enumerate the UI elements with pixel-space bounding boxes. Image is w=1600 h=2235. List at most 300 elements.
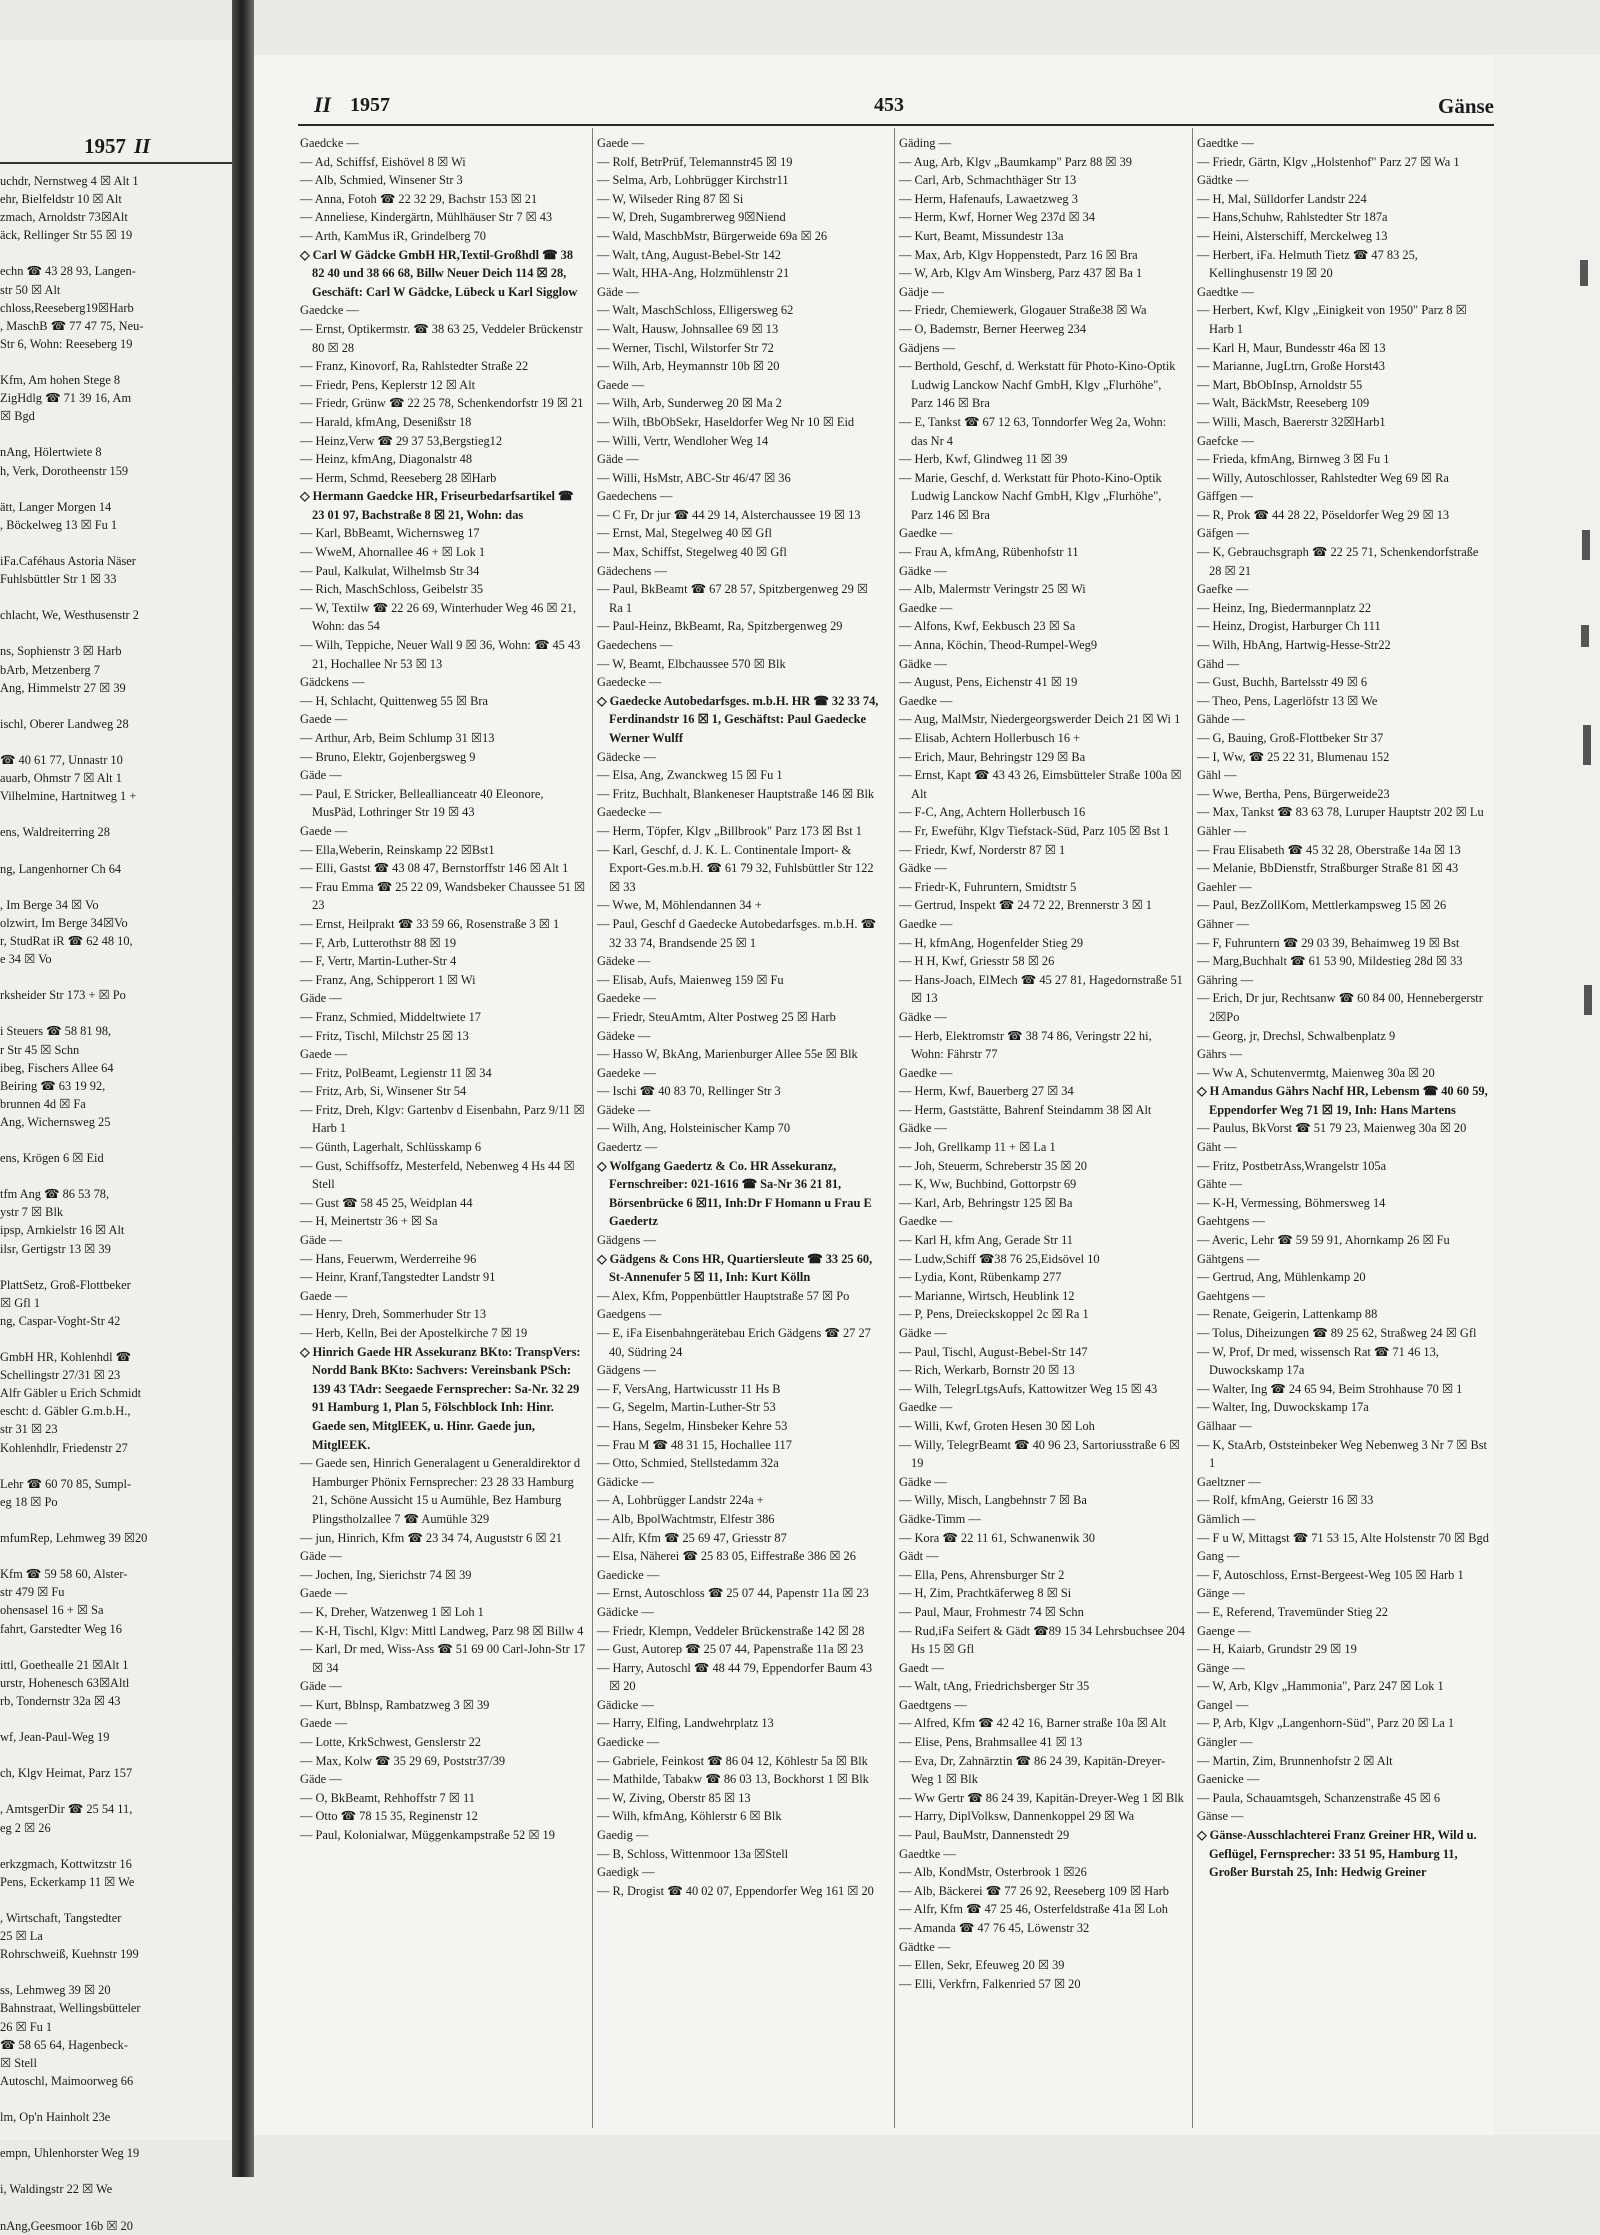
directory-entry: — Elli, Gastst ☎ 43 08 47, Bernstorffstr 146 ☒ Alt 1 xyxy=(300,861,569,876)
directory-entry: — Karl, Dr med, Wiss-Ass ☎ 51 69 00 Carl-John-Str 17 ☒ 34 xyxy=(300,1642,586,1675)
directory-entry: — Elsa, Ang, Zwanckweg 15 ☒ Fu 1 xyxy=(597,768,783,783)
directory-entry: — H, Schlacht, Quittenweg 55 ☒ Bra xyxy=(300,693,488,708)
directory-entry: — Willi, Masch, Baererstr 32☒Harb1 xyxy=(1197,414,1386,429)
column-3 xyxy=(899,134,1185,1993)
left-fragment-line: , MaschB ☎ 77 47 75, Neu- xyxy=(0,318,144,333)
directory-entry: — Paul, Tischl, August-Bebel-Str 147 xyxy=(899,1344,1088,1359)
surname-heading: Gaedke — xyxy=(899,1065,953,1080)
left-fragment-line xyxy=(0,1710,232,1728)
surname-heading: Gädt — xyxy=(899,1549,939,1564)
surname-heading: Gäffgen — xyxy=(1197,489,1253,504)
directory-entry: — O, Bademstr, Berner Heerweg 234 xyxy=(899,321,1087,336)
left-fragment-line: ☒ Stell xyxy=(0,2055,37,2070)
left-fragment-line: Str 6, Wohn: Reeseberg 19 xyxy=(0,336,133,351)
directory-entry: — Rich, Werkarb, Bornstr 20 ☒ 13 xyxy=(899,1363,1075,1378)
surname-heading: Gaedtke — xyxy=(899,1846,956,1861)
directory-entry: — Herb, Elektromstr ☎ 38 74 86, Veringstr 22 hi, Wohn: Fährstr 77 xyxy=(899,1028,1152,1062)
left-fragment-line xyxy=(0,1547,232,1565)
directory-entry: — Heini, Alsterschiff, Merckelweg 13 xyxy=(1197,228,1388,243)
directory-entry: — H, kfmAng, Hogenfelder Stieg 29 xyxy=(899,935,1084,950)
left-fragment-line: ohensasel 16 + ☒ Sa xyxy=(0,1603,104,1618)
surname-heading: Gaefcke — xyxy=(1197,433,1254,448)
surname-heading: Gähner — xyxy=(1197,916,1249,931)
left-fragment-line: e 34 ☒ Vo xyxy=(0,952,52,967)
column-divider xyxy=(894,128,895,2128)
left-fragment-line: Fuhlsbüttler Str 1 ☒ 33 xyxy=(0,572,117,587)
directory-entry: — Hans,Schuhw, Rahlstedter Str 187a xyxy=(1197,210,1388,225)
directory-entry: — Tolus, Diheizungen ☎ 89 25 62, Straßweg 24 ☒ Gfl xyxy=(1197,1326,1477,1340)
directory-entry: — W, Ziving, Oberstr 85 ☒ 13 xyxy=(597,1790,751,1805)
directory-entry: — K-H, Tischl, Klgv: Mittl Landweg, Parz 98 ☒ Billw 4 xyxy=(300,1623,584,1638)
left-fragment-line: r, StudRat iR ☎ 62 48 10, xyxy=(0,933,133,948)
directory-entry: — Harry, DiplVolksw, Dannenkoppel 29 ☒ Wa xyxy=(899,1809,1135,1824)
left-fragment-line xyxy=(0,624,232,642)
directory-entry: — Herm, Hafenaufs, Lawaetzweg 3 xyxy=(899,191,1078,206)
directory-entry: — Walt, HHA-Ang, Holzmühlenstr 21 xyxy=(597,266,790,281)
left-fragment-line: Kohlenhdlr, Friedenstr 27 xyxy=(0,1440,128,1455)
directory-entry: ◇ Hermann Gaedcke HR, Friseurbedarfsartikel ☎ 23 01 97, Bachstraße 8 ☒ 21, Wohn: das xyxy=(300,489,574,522)
left-fragment-line: ☎ 40 61 77, Unnastr 10 xyxy=(0,753,123,767)
left-fragment-line: i, Waldingstr 22 ☒ We xyxy=(0,2182,113,2197)
directory-entry: — Fr, Eweführ, Klgv Tiefstack-Süd, Parz 105 ☒ Bst 1 xyxy=(899,823,1170,838)
directory-entry: — Hans, Feuerwm, Werderreihe 96 xyxy=(300,1251,477,1266)
surname-heading: Gädgens — xyxy=(597,1233,656,1248)
surname-heading: Gaenge — xyxy=(1197,1623,1251,1638)
left-fragment-line xyxy=(0,2199,232,2217)
directory-entry: — Max, Arb, Klgv Hoppenstedt, Parz 16 ☒ Bra xyxy=(899,247,1138,262)
directory-entry: — Gabriele, Feinkost ☎ 86 04 12, Köhlestr 5a ☒ Blk xyxy=(597,1753,868,1768)
left-fragment-line: echn ☎ 43 28 93, Langen- xyxy=(0,264,136,279)
surname-heading: Gämlich — xyxy=(1197,1511,1256,1526)
column-divider xyxy=(592,128,593,2128)
directory-entry: — Fritz, Arb, Si, Winsener Str 54 xyxy=(300,1084,467,1099)
directory-entry: ◇ Gädgens & Cons HR, Quartiersleute ☎ 33 25 60, St-Annenufer 5 ☒ 11, Inh: Kurt Kölln xyxy=(597,1251,873,1285)
left-fragment-line xyxy=(0,2090,232,2108)
directory-entry: — Willi, Vertr, Wendloher Weg 14 xyxy=(597,433,769,448)
directory-entry: — Anneliese, Kindergärtn, Mühlhäuser Str 7 ☒ 43 xyxy=(300,210,553,225)
directory-entry: — Werner, Tischl, Wilstorfer Str 72 xyxy=(597,340,774,355)
directory-entry: — Max, Schiffst, Stegelweg 40 ☒ Gfl xyxy=(597,545,787,560)
surname-heading: Gädke — xyxy=(899,1326,947,1340)
left-fragment-line: uchdr, Nernstweg 4 ☒ Alt 1 xyxy=(0,174,139,188)
directory-entry: — Melanie, BbDienstfr, Straßburger Straße 81 ☒ 43 xyxy=(1197,861,1459,876)
directory-entry: — Erich, Maur, Behringstr 129 ☒ Ba xyxy=(899,749,1086,764)
left-fragment-line: str 31 ☒ 23 xyxy=(0,1422,58,1437)
surname-heading: Gaedig — xyxy=(597,1828,649,1843)
left-fragment-line xyxy=(0,588,232,606)
left-fragment-line: escht: d. Gäbler G.m.b.H., xyxy=(0,1404,131,1419)
surname-heading: Gäde — xyxy=(597,452,639,467)
edge-mark xyxy=(1583,725,1591,765)
left-fragment-line: nAng, Hölertwiete 8 xyxy=(0,445,102,460)
left-fragment-line: Ang, Wichernsweg 25 xyxy=(0,1114,111,1129)
left-fragment-line: ehr, Bielfeldstr 10 ☒ Alt xyxy=(0,192,122,207)
surname-heading: Gaede — xyxy=(597,136,645,150)
edge-mark xyxy=(1580,260,1588,286)
directory-entry: — Herbert, iFa. Helmuth Tietz ☎ 47 83 25, Kellinghusenstr 19 ☒ 20 xyxy=(1197,247,1418,281)
left-fragment-line: , AmtsgerDir ☎ 25 54 11, xyxy=(0,1802,133,1817)
left-fragment-line: ss, Lehmweg 39 ☒ 20 xyxy=(0,1983,111,1998)
left-fragment-line: , Wirtschaft, Tangstedter xyxy=(0,1911,122,1925)
directory-entry: — Walt, MaschSchloss, Elligersweg 62 xyxy=(597,303,794,318)
left-header-rule xyxy=(0,162,232,164)
directory-entry: — Aug, Arb, Klgv „Baumkamp" Parz 88 ☒ 39 xyxy=(899,154,1132,169)
directory-entry: — P, Pens, Dreieckskoppel 2c ☒ Ra 1 xyxy=(899,1307,1089,1322)
directory-entry: — Frau Emma ☎ 25 22 09, Wandsbeker Chaussee 51 ☒ 23 xyxy=(300,879,586,913)
left-fragment-line: GmbH HR, Kohlenhdl ☎ xyxy=(0,1350,132,1365)
directory-entry: — Paula, Schauamtsgeh, Schanzenstraße 45 ☒ 6 xyxy=(1197,1790,1441,1805)
surname-heading: Gaede — xyxy=(300,1586,348,1601)
directory-entry: — Heinz,Verw ☎ 29 37 53,Bergstieg12 xyxy=(300,433,503,448)
left-fragment-line: ng, Caspar-Voght-Str 42 xyxy=(0,1313,121,1328)
left-fragment-line: 26 ☒ Fu 1 xyxy=(0,2019,53,2034)
directory-entry: — Herm, Schmd, Reeseberg 28 ☒Harb xyxy=(300,470,497,485)
directory-entry: — Walt, tAng, Friedrichsberger Str 35 xyxy=(899,1679,1090,1694)
directory-entry: — Alb, Schmied, Winsener Str 3 xyxy=(300,173,463,188)
left-fragment-line: ittl, Goethealle 21 ☒Alt 1 xyxy=(0,1657,129,1672)
directory-entry: — August, Pens, Eichenstr 41 ☒ 19 xyxy=(899,675,1078,690)
directory-entry: — Hans, Segelm, Hinsbeker Kehre 53 xyxy=(597,1418,788,1433)
directory-entry: — Marg,Buchhalt ☎ 61 53 90, Mildestieg 28d ☒ 33 xyxy=(1197,954,1463,969)
directory-entry: — Fritz, Dreh, Klgv: Gartenbv d Eisenbahn, Parz 9/11 ☒ Harb 1 xyxy=(300,1102,585,1136)
surname-heading: Gädke — xyxy=(899,861,947,876)
directory-entry: — Gust, Buchh, Bartelsstr 49 ☒ 6 xyxy=(1197,675,1368,690)
directory-entry: ◇ Wolfgang Gaedertz & Co. HR Assekuranz, Fernschreiber: 021-1616 ☎ Sa-Nr 36 21 81, Börsenbrücke 6 ☒11, Inh:Dr F Homann u Frau E Gaedertz xyxy=(597,1158,872,1229)
surname-heading: Gädicke — xyxy=(597,1697,654,1712)
directory-entry: — Gertrud, Ang, Mühlenkamp 20 xyxy=(1197,1270,1366,1285)
surname-heading: Gaedke — xyxy=(899,1400,953,1415)
left-fragment-line: ens, Krögen 6 ☒ Eid xyxy=(0,1151,104,1166)
directory-entry: — Fritz, Buchhalt, Blankeneser Hauptstraße 146 ☒ Blk xyxy=(597,786,875,801)
surname-heading: Gaede — xyxy=(300,1047,348,1062)
column-1 xyxy=(300,134,586,1845)
surname-heading: Gähte — xyxy=(1197,1177,1243,1192)
left-fragment-line xyxy=(0,244,232,262)
directory-entry: — W, Textilw ☎ 22 26 69, Winterhuder Weg 46 ☒ 21, Wohn: das 54 xyxy=(300,600,577,634)
left-fragment-line: bArb, Metzenberg 7 xyxy=(0,662,100,677)
directory-entry: — Paul, BkBeamt ☎ 67 28 57, Spitzbergenweg 29 ☒ Ra 1 xyxy=(597,582,869,615)
left-fragment-line: ipsp, Arnkielstr 16 ☒ Alt xyxy=(0,1223,125,1238)
left-fragment-line: wf, Jean-Paul-Weg 19 xyxy=(0,1730,110,1745)
surname-heading: Gaede — xyxy=(300,823,348,838)
left-fragment-line: ilsr, Gertigstr 13 ☒ 39 xyxy=(0,1241,111,1256)
directory-entry: — Wald, MaschbMstr, Bürgerweide 69a ☒ 26 xyxy=(597,228,828,243)
left-fragment-line xyxy=(0,2162,232,2180)
surname-heading: Gäht — xyxy=(1197,1140,1237,1155)
directory-entry: — Aug, MalMstr, Niedergeorgswerder Deich 21 ☒ Wi 1 xyxy=(899,712,1181,727)
directory-entry: — Theo, Pens, Lagerlöfstr 13 ☒ We xyxy=(1197,693,1378,708)
directory-entry: — K, Ww, Buchbind, Gottorpstr 69 xyxy=(899,1177,1077,1192)
directory-entry: — Elsa, Näherei ☎ 25 83 05, Eiffestraße 386 ☒ 26 xyxy=(597,1549,856,1564)
directory-entry: — K, Dreher, Watzenweg 1 ☒ Loh 1 xyxy=(300,1604,484,1619)
left-fragment-line xyxy=(0,841,232,859)
left-fragment-line: Kfm, Am hohen Stege 8 xyxy=(0,373,121,388)
directory-entry: — Fritz, PolBeamt, Legienstr 11 ☒ 34 xyxy=(300,1065,492,1080)
directory-entry: — Frau M ☎ 48 31 15, Hochallee 117 xyxy=(597,1437,792,1452)
directory-entry: — Alfons, Kwf, Eekbusch 23 ☒ Sa xyxy=(899,619,1076,634)
left-fragment-line: ns, Sophienstr 3 ☒ Harb xyxy=(0,644,122,659)
left-fragment-line xyxy=(0,1891,232,1909)
surname-heading: Gaedicke — xyxy=(597,1735,660,1750)
directory-entry: — Friedr, SteuAmtm, Alter Postweg 25 ☒ Harb xyxy=(597,1009,836,1024)
directory-entry: — Marie, Geschf, d. Werkstatt für Photo-Kino-Optik Ludwig Lanckow Nachf GmbH, Klgv „Flurhöhe", Parz 146 ☒ Bra xyxy=(899,470,1162,522)
directory-entry: — F, Vertr, Martin-Luther-Str 4 xyxy=(300,954,457,969)
directory-entry: — Wilh, Ang, Holsteinischer Kamp 70 xyxy=(597,1121,791,1136)
directory-entry: — Frieda, kfmAng, Birnweg 3 ☒ Fu 1 xyxy=(1197,452,1390,467)
edge-mark xyxy=(1581,625,1589,647)
surname-heading: Gaeltzner — xyxy=(1197,1474,1261,1489)
left-fragment-line: ☒ Gfl 1 xyxy=(0,1295,41,1310)
directory-entry: — Rolf, BetrPrüf, Telemannstr45 ☒ 19 xyxy=(597,154,793,169)
left-fragment-line xyxy=(0,878,232,896)
surname-heading: Gälhaar — xyxy=(1197,1418,1252,1433)
left-fragment-line: empn, Uhlenhorster Weg 19 xyxy=(0,2146,140,2161)
directory-entry: — Franz, Schmied, Middeltwiete 17 xyxy=(300,1009,482,1024)
left-fragment-line xyxy=(0,1638,232,1656)
left-fragment-line xyxy=(0,805,232,823)
directory-entry: — Bruno, Elektr, Gojenbergsweg 9 xyxy=(300,749,476,764)
surname-heading: Gaedtke — xyxy=(1197,284,1254,299)
surname-heading: Gangel — xyxy=(1197,1697,1249,1712)
surname-heading: Gaehtgens — xyxy=(1197,1288,1265,1303)
directory-entry: — Alfred, Kfm ☎ 42 42 16, Barner straße 10a ☒ Alt xyxy=(899,1716,1167,1731)
left-fragment-line xyxy=(0,1131,232,1149)
surname-heading: Gaedtgens — xyxy=(899,1697,967,1712)
surname-heading: Gaede — xyxy=(597,377,645,392)
left-fragment-line: Vilhelmine, Hartnitweg 1 + xyxy=(0,789,137,804)
surname-heading: Gädke — xyxy=(899,1009,947,1024)
left-fragment-line: tfm Ang ☎ 86 53 78, xyxy=(0,1187,110,1202)
directory-entry: — Marianne, JugLtrn, Große Horst43 xyxy=(1197,359,1385,374)
directory-entry: — Paul, BezZollKom, Mettlerkampsweg 15 ☒ 26 xyxy=(1197,898,1447,913)
directory-entry: — Rolf, kfmAng, Geierstr 16 ☒ 33 xyxy=(1197,1493,1374,1508)
directory-entry: — Rud,iFa Seifert & Gädt ☎89 15 34 Lehrsbuchsee 204 Hs 15 ☒ Gfl xyxy=(899,1623,1185,1657)
surname-heading: Gäde — xyxy=(300,1233,342,1248)
left-fragment-line: auarb, Ohmstr 7 ☒ Alt 1 xyxy=(0,771,122,786)
directory-entry: — P, Arb, Klgv „Langenhorn-Süd", Parz 20 ☒ La 1 xyxy=(1197,1716,1455,1731)
directory-entry: — Alb, BpolWachtmstr, Elfestr 386 xyxy=(597,1511,775,1526)
directory-entry: — Paul, E Stricker, Belleallianceatr 40 Eleonore, MusPäd, Lothringer Str 19 ☒ 43 xyxy=(300,786,544,820)
directory-entry: — Wilh, Arb, Sunderweg 20 ☒ Ma 2 xyxy=(597,396,782,411)
directory-entry: — Friedr, Kwf, Norderstr 87 ☒ 1 xyxy=(899,842,1066,857)
directory-entry: — Elise, Pens, Brahmsallee 41 ☒ 13 xyxy=(899,1735,1083,1750)
directory-entry: — Amanda ☎ 47 76 45, Löwenstr 32 xyxy=(899,1921,1090,1935)
surname-heading: Gaede — xyxy=(300,712,348,727)
surname-heading: Gaedicke — xyxy=(597,1567,660,1582)
surname-heading: Gädeke — xyxy=(597,1102,651,1117)
surname-heading: Gädgens — xyxy=(597,1363,656,1378)
surname-heading: Gädecke — xyxy=(597,749,656,764)
directory-entry: — H, Mal, Sülldorfer Landstr 224 xyxy=(1197,191,1367,206)
surname-heading: Gädtke — xyxy=(1197,173,1249,188)
directory-entry: — Renate, Geigerin, Lattenkamp 88 xyxy=(1197,1307,1378,1322)
directory-entry: — Ella,Weberin, Reinskamp 22 ☒Bst1 xyxy=(300,842,495,857)
surname-heading: Gaenicke — xyxy=(1197,1772,1260,1787)
directory-entry: — E, Tankst ☎ 67 12 63, Tonndorfer Weg 2a, Wohn: das Nr 4 xyxy=(899,414,1167,448)
directory-entry: — Ww Gertr ☎ 86 24 39, Kapitän-Dreyer-Weg 1 ☒ Blk xyxy=(899,1790,1184,1805)
left-fragment-line: Ang, Himmelstr 27 ☒ 39 xyxy=(0,680,126,695)
surname-heading: Gähde — xyxy=(1197,712,1245,727)
surname-heading: Gaedke — xyxy=(899,1214,953,1229)
directory-entry: — Herm, Kwf, Bauerberg 27 ☒ 34 xyxy=(899,1084,1074,1099)
directory-entry: — Otto ☎ 78 15 35, Reginenstr 12 xyxy=(300,1809,478,1824)
directory-entry: — Joh, Grellkamp 11 + ☒ La 1 xyxy=(899,1140,1056,1155)
left-fragment-line: h, Verk, Dorotheenstr 159 xyxy=(0,463,129,478)
directory-entry: — B, Schloss, Wittenmoor 13a ☒Stell xyxy=(597,1846,789,1861)
directory-entry: — Hans-Joach, ElMech ☎ 45 27 81, Hagedornstraße 51 ☒ 13 xyxy=(899,972,1183,1006)
surname-heading: Gaedechens — xyxy=(597,638,673,653)
directory-entry: — Wwe, Bertha, Pens, Bürgerweide23 xyxy=(1197,786,1390,801)
directory-entry: — W, Dreh, Sugambrerweg 9☒Niend xyxy=(597,210,786,225)
surname-heading: Gaedcke — xyxy=(300,136,359,150)
page-header xyxy=(254,92,1494,122)
directory-entry: — Wilh, TelegrLtgsAufs, Kattowitzer Weg 15 ☒ 43 xyxy=(899,1381,1158,1396)
surname-heading: Gädicke — xyxy=(597,1604,654,1619)
left-fragment-line: Bahnstraat, Wellingsbütteler xyxy=(0,2001,141,2016)
left-page-fragment xyxy=(0,40,233,2233)
column-4 xyxy=(1197,134,1493,1882)
directory-entry: — Alb, Bäckerei ☎ 77 26 92, Reeseberg 109 ☒ Harb xyxy=(899,1883,1169,1898)
surname-heading: Gaedertz — xyxy=(597,1140,658,1155)
directory-entry: — Walt, Hausw, Johnsallee 69 ☒ 13 xyxy=(597,321,779,336)
surname-heading: Gänge — xyxy=(1197,1660,1245,1675)
directory-entry: — W, Arb, Klgv „Hammonia", Parz 247 ☒ Lok 1 xyxy=(1197,1679,1444,1694)
directory-entry: — Harald, kfmAng, Desenißstr 18 xyxy=(300,414,472,429)
surname-heading: Gaedgens — xyxy=(597,1307,662,1322)
left-fragment-line: i Steuers ☎ 58 81 98, xyxy=(0,1024,112,1039)
directory-entry: ◇ H Amandus Gährs Nachf HR, Lebensm ☎ 40 60 59, Eppendorfer Weg 71 ☒ 19, Inh: Hans Martens xyxy=(1197,1084,1488,1117)
directory-entry: — Heinr, Kranf,Tangstedter Landstr 91 xyxy=(300,1270,496,1285)
directory-entry: — Henry, Dreh, Sommerhuder Str 13 xyxy=(300,1307,487,1322)
surname-heading: Gaedeke — xyxy=(597,1065,656,1080)
directory-entry: — Walter, Ing, Duwockskamp 17a xyxy=(1197,1400,1369,1415)
directory-entry: — Alb, Malermstr Veringstr 25 ☒ Wi xyxy=(899,582,1086,597)
directory-entry: — K-H, Vermessing, Böhmersweg 14 xyxy=(1197,1195,1386,1210)
surname-heading: Gädechens — xyxy=(597,563,667,578)
surname-heading: Gaehtgens — xyxy=(1197,1214,1265,1229)
left-fragment-line xyxy=(0,1457,232,1475)
surname-heading: Gädeke — xyxy=(597,954,651,969)
left-fragment-line: 25 ☒ La xyxy=(0,1929,43,1944)
directory-entry: — Paul, Kolonialwar, Müggenkampstraße 52 ☒ 19 xyxy=(300,1828,555,1843)
surname-heading: Gang — xyxy=(1197,1549,1240,1564)
directory-entry: — Friedr, Klempn, Veddeler Brückenstraße 142 ☒ 28 xyxy=(597,1623,865,1638)
surname-heading: Gaedechens — xyxy=(597,489,673,504)
left-fragment-line xyxy=(0,697,232,715)
directory-entry: — Willi, Kwf, Groten Hesen 30 ☒ Loh xyxy=(899,1418,1095,1433)
left-fragment-line: , Böckelweg 13 ☒ Fu 1 xyxy=(0,517,118,532)
directory-entry: — Ernst, Heilprakt ☎ 33 59 66, Rosenstraße 3 ☒ 1 xyxy=(300,916,560,931)
left-fragment-line: mfumRep, Lehmweg 39 ☒20 xyxy=(0,1531,148,1546)
surname-heading: Gädjens — xyxy=(899,340,956,355)
directory-entry: — H, Meinertstr 36 + ☒ Sa xyxy=(300,1214,438,1229)
catchword: Gänse xyxy=(1437,94,1494,118)
directory-entry: — G, Segelm, Martin-Luther-Str 53 xyxy=(597,1400,776,1415)
left-fragment-line xyxy=(0,1837,232,1855)
directory-entry: — Alfr, Kfm ☎ 47 25 46, Osterfeldstraße 41a ☒ Loh xyxy=(899,1902,1168,1917)
left-fragment-line: ☎ 58 65 64, Hagenbeck- xyxy=(0,2037,128,2052)
directory-entry: — Selma, Arb, Lohbrügger Kirchstr11 xyxy=(597,173,789,188)
left-fragment-line: erkzgmach, Kottwitzstr 16 xyxy=(0,1856,132,1871)
page-edge xyxy=(1494,55,1600,2135)
directory-entry: — Arth, KamMus iR, Grindelberg 70 xyxy=(300,228,486,243)
surname-heading: Gaedke — xyxy=(899,600,953,615)
directory-entry: — Herm, Kwf, Horner Weg 237d ☒ 34 xyxy=(899,210,1096,225)
directory-entry: — W, Wilseder Ring 87 ☒ Si xyxy=(597,191,744,206)
directory-entry: — Gust, Schiffsoffz, Mesterfeld, Nebenweg 4 Hs 44 ☒ Stell xyxy=(300,1158,575,1192)
left-fragment-line xyxy=(0,425,232,443)
directory-entry: — H, Zim, Prachtkäferweg 8 ☒ Si xyxy=(899,1586,1072,1601)
directory-entry: — Herb, Kelln, Bei der Apostelkirche 7 ☒ 19 xyxy=(300,1326,528,1340)
directory-entry: — Walt, BäckMstr, Reeseberg 109 xyxy=(1197,396,1370,411)
directory-entry: ◇ Gaedecke Autobedarfsges. m.b.H. HR ☎ 32 33 74, Ferdinandstr 16 ☒ 1, Geschäftst: Paul Gaedecke Werner Wulff xyxy=(597,693,879,745)
left-fragment-line: Beiring ☎ 63 19 92, xyxy=(0,1078,106,1093)
directory-entry: — A, Lohbrügger Landstr 224a + xyxy=(597,1493,764,1508)
directory-entry: — Ludw,Schiff ☎38 76 25,Eidsövel 10 xyxy=(899,1251,1100,1266)
directory-entry: — Gaede sen, Hinrich Generalagent u Generaldirektor d Hamburger Phönix Fernsprecher: 23 28 33 Hamburg 21, Schöne Aussicht 15 u Aumühle, Bez Hamburg Plingstholzallee 7 ☎ Aumühle 329 xyxy=(300,1456,581,1526)
directory-entry: — I, Ww, ☎ 25 22 31, Blumenau 152 xyxy=(1197,749,1390,764)
directory-entry: — Friedr, Pens, Keplerstr 12 ☒ Alt xyxy=(300,377,476,392)
surname-heading: Gähd — xyxy=(1197,656,1240,671)
directory-entry: — Karl, BbBeamt, Wichernsweg 17 xyxy=(300,526,480,541)
directory-entry: — Kora ☎ 22 11 61, Schwanenwik 30 xyxy=(899,1530,1095,1545)
directory-entry: — Kurt, Beamt, Missundestr 13a xyxy=(899,228,1064,243)
directory-entry: — Karl H, Maur, Bundesstr 46a ☒ 13 xyxy=(1197,340,1386,355)
left-fragment-line: str 479 ☒ Fu xyxy=(0,1585,65,1600)
left-fragment-line: eg 18 ☒ Po xyxy=(0,1494,58,1509)
surname-heading: Gähtgens — xyxy=(1197,1251,1260,1266)
directory-entry: — Willy, Autoschlosser, Rahlstedter Weg 69 ☒ Ra xyxy=(1197,470,1449,485)
surname-heading: Gädje — xyxy=(899,284,945,299)
directory-entry: — F u W, Mittagst ☎ 71 53 15, Alte Holstenstr 70 ☒ Bgd xyxy=(1197,1530,1489,1545)
directory-entry: — Harry, Autoschl ☎ 48 44 79, Eppendorfer Baum 43 ☒ 20 xyxy=(597,1660,873,1694)
directory-entry: — Elli, Verkfrn, Falkenried 57 ☒ 20 xyxy=(899,1976,1081,1991)
surname-heading: Gädke — xyxy=(899,656,947,671)
surname-heading: Gänge — xyxy=(1197,1586,1245,1601)
directory-entry: — Paul, Maur, Frohmestr 74 ☒ Schn xyxy=(899,1604,1084,1619)
surname-heading: Gährs — xyxy=(1197,1047,1243,1062)
directory-entry: — Wilh, HbAng, Hartwig-Hesse-Str22 xyxy=(1197,638,1391,653)
directory-entry: — W, Beamt, Elbchaussee 570 ☒ Blk xyxy=(597,656,786,671)
directory-entry: ◇ Carl W Gädcke GmbH HR,Textil-Großhdl ☎ 38 82 40 und 38 66 68, Billw Neuer Deich 114 ☒ 28, Geschäft: Carl W Gädcke, Lübeck u Karl Sigglow xyxy=(300,247,578,299)
left-fragment-line: lm, Op'n Hainholt 23e xyxy=(0,2110,111,2125)
directory-entry: — Heinz, Ing, Biedermannplatz 22 xyxy=(1197,600,1372,615)
surname-heading: Gähl — xyxy=(1197,768,1237,783)
directory-entry: — Lydia, Kont, Rübenkamp 277 xyxy=(899,1270,1062,1285)
directory-entry: — Alfr, Kfm ☎ 25 69 47, Griesstr 87 xyxy=(597,1530,787,1545)
left-fragment-line: brunnen 4d ☒ Fa xyxy=(0,1096,86,1111)
directory-entry: — G, Bauing, Groß-Flottbeker Str 37 xyxy=(1197,731,1384,745)
surname-heading: Gaedke — xyxy=(899,916,953,931)
surname-heading: Gädckens — xyxy=(300,675,365,690)
column-divider xyxy=(1192,128,1193,2128)
directory-entry: — Erich, Dr jur, Rechtsanw ☎ 60 84 00, Hennebergerstr 2☒Po xyxy=(1197,991,1483,1024)
directory-entry: — Wilh, Teppiche, Neuer Wall 9 ☒ 36, Wohn: ☎ 45 43 21, Hochallee Nr 53 ☒ 13 xyxy=(300,638,581,671)
directory-entry: — Martin, Zim, Brunnenhofstr 2 ☒ Alt xyxy=(1197,1753,1393,1768)
left-fragment-line xyxy=(0,1330,232,1348)
surname-heading: Gaede — xyxy=(300,1716,348,1731)
left-fragment-line: Lehr ☎ 60 70 85, Sumpl- xyxy=(0,1476,132,1491)
left-fragment-line xyxy=(0,1963,232,1981)
directory-entry: — Jochen, Ing, Sierichstr 74 ☒ 39 xyxy=(300,1567,472,1582)
left-fragment-line: zmach, Arnoldstr 73☒Alt xyxy=(0,210,128,225)
left-fragment-line: ätt, Langer Morgen 14 xyxy=(0,499,112,514)
directory-entry: — K, Gebrauchsgraph ☎ 22 25 71, Schenkendorfstraße 28 ☒ 21 xyxy=(1197,545,1479,578)
left-fragment-line xyxy=(0,1511,232,1529)
directory-entry: — Willy, Misch, Langbehnstr 7 ☒ Ba xyxy=(899,1493,1087,1508)
directory-entry: — Lotte, KrkSchwest, Genslerstr 22 xyxy=(300,1735,482,1750)
surname-heading: Gäde — xyxy=(300,1679,342,1694)
